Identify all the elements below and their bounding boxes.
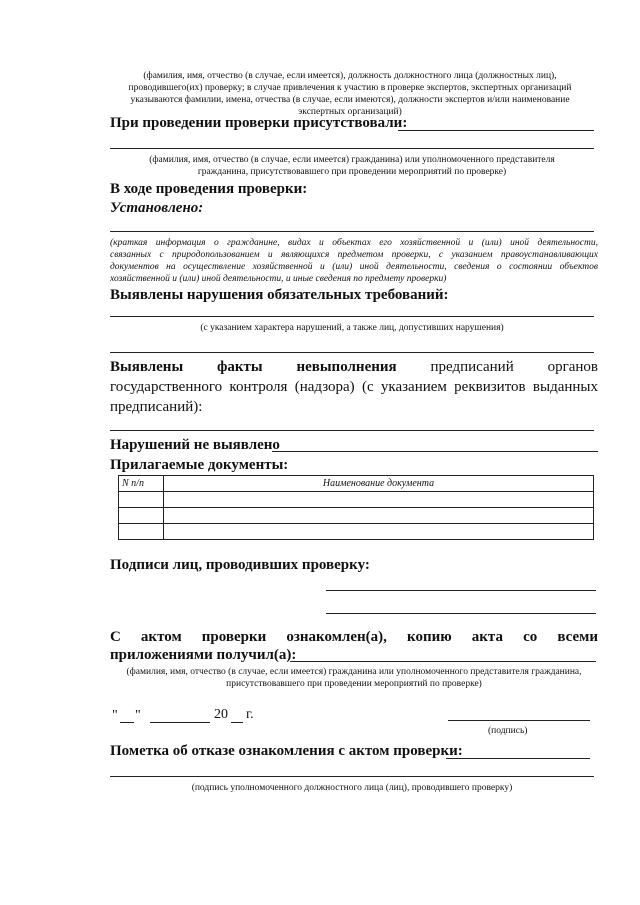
caption-familiar: (фамилия, имя, отчество (в случае, если имеется) гражданина или уполномоченного представителя гражданина, присутствовавшего при проведении мероприятий по проверке) (126, 667, 582, 689)
established-blank[interactable] (110, 231, 594, 232)
no-violations-label: Нарушений не выявлено (110, 437, 280, 453)
violations-label: Выявлены нарушения обязательных требований: (110, 287, 449, 303)
attached-label: Прилагаемые документы: (110, 457, 289, 473)
date-quote-open: " (112, 708, 118, 723)
documents-table (118, 475, 594, 540)
signature-blank-1[interactable] (326, 590, 596, 591)
nonfulfil-line-1: Выявлены факты невыполнения предписаний органов (110, 359, 598, 375)
familiar-line-2: приложениями получил(а): (110, 647, 297, 663)
during-label: В ходе проведения проверки: (110, 181, 308, 197)
refusal-label: Пометка об отказе ознакомления с актом проверки: (110, 743, 463, 759)
date-quote-close: " (135, 708, 141, 723)
caption-refusal: (подпись уполномоченного должностного лица (лиц), проводившего проверку) (191, 783, 513, 793)
present-label: При проведении проверки присутствовали: (110, 115, 408, 131)
present-blank-2[interactable] (110, 148, 594, 149)
caption-established: (краткая информация о гражданине, видах и объектах его хозяйственной и (или) иной деятельности, связанных с природопользованием и являющихся предметом проверки, с указанием правоустанавливающих документов на осуществление хозяйственной и (или) иной деятельности, сведения о состоянии объектов хозяйственной и (или) иной деятельности, и иные сведения по предмету проверки) (110, 238, 598, 284)
table-row[interactable] (119, 492, 594, 508)
caption-violations: (с указанием характера нарушений, а также лиц, допустивших нарушения) (200, 323, 504, 333)
familiar-line-1: С актом проверки ознакомлен(а), копию акта со всеми (110, 629, 598, 645)
caption-inspectors: (фамилия, имя, отчество (в случае, если имеется), должность должностного лица (должностных лиц), проводившего(их) проверку; в случае привлечения к участию в проверке экспертов, экспертных организаций указываются фамилии, имена, отчества (в случае, если имеются), должности экспертов и/или наименование экспертных организаций) (128, 71, 572, 117)
date-day-blank[interactable] (120, 722, 134, 723)
table-row[interactable] (119, 508, 594, 524)
violations-blank-2[interactable] (110, 352, 594, 353)
present-blank[interactable] (398, 130, 594, 131)
table-header-row (119, 476, 594, 492)
nonfulfil-line-2: государственного контроля (надзора) (с указанием реквизитов выданных (110, 379, 598, 395)
table-header-name: Наименование документа (164, 476, 594, 492)
familiar-blank[interactable] (290, 661, 596, 662)
date-year-prefix: 20 (214, 707, 228, 722)
date-month-blank[interactable] (150, 722, 210, 723)
table-header-num: N п/п (119, 476, 164, 492)
signature-blank-2[interactable] (326, 613, 596, 614)
refusal-blank-2[interactable] (110, 776, 594, 777)
nonfulfil-blank[interactable] (110, 430, 594, 431)
established-label: Установлено: (110, 200, 204, 216)
date-year-blank[interactable] (231, 722, 243, 723)
caption-present: (фамилия, имя, отчество (в случае, если имеется) гражданина) или уполномоченного представителя гражданина, присутствовавшего при проведении мероприятий по проверке) (149, 155, 555, 177)
date-year-suffix: г. (246, 707, 254, 722)
violations-blank[interactable] (110, 316, 594, 317)
table-row[interactable] (119, 524, 594, 540)
refusal-blank[interactable] (446, 758, 590, 759)
signatures-label: Подписи лиц, проводивших проверку: (110, 557, 370, 573)
nonfulfil-line-3: предписаний): (110, 399, 203, 415)
signature-blank-3[interactable] (448, 720, 590, 721)
caption-signature: (подпись) (488, 726, 528, 736)
no-violations-blank[interactable] (272, 451, 598, 452)
